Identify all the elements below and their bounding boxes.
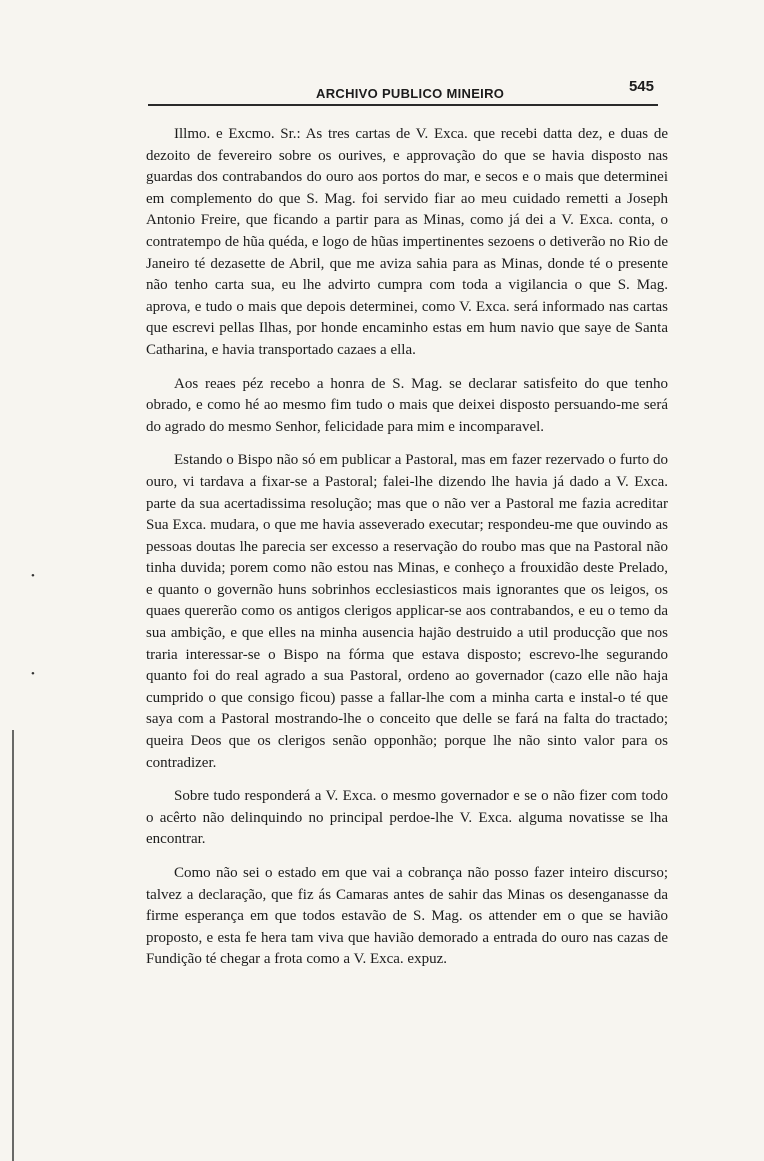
paragraph: Aos reaes péz recebo a honra de S. Mag. se declarar satisfeito do que tenho obrado, e como hé ao mesmo fim tudo o mais que deixei disposto persuando-me será do agrado do mesmo Senhor, felicidade para mim e incomparavel. <box>146 375 668 435</box>
page-number: 545 <box>628 78 654 95</box>
paragraph: Como não sei o estado em que vai a cobrança não posso fazer inteiro discurso; talvez a declaração, que fiz ás Camaras antes de sahir das Minas os desenganasse da firme esperança em que todos estavão de S. Mag. os attender em o que se havião proposto, e esta fe hera tam viva que havião demorado a entrada do ouro nas cazas de Fundição té chegar a frota como a V. Exca. expuz. <box>146 865 668 968</box>
header-rule <box>148 104 658 106</box>
page-header <box>148 78 658 108</box>
paragraph: Illmo. e Excmo. Sr.: As tres cartas de V. Exca. que recebi datta dez, e duas de dezoito de fevereiro sobre os ourives, e approvação do que se havia disposto nas guardas dos contrabandos do ouro aos portos do mar, e secos e o mais que determinei em complemento do que S. Mag. foi servido fiar ao meu cuidado remetti a Joseph Antonio Freire, que ficando a partir para as Minas, como já dei a V. Exca. conta, o contratempo de hũa quéda, e logo de hũas impertinentes sezoens o detiverão no Rio de Janeiro té dezasette de Abril, que me aviza sahia para as Minas, donde té o presente não tenho carta sua, eu lhe advirto cumpra com toda a vigilancia o que S. Mag. aprova, e tudo o mais que depois determinei, como V. Exca. será informado nas cartas que escrevi pellas Ilhas, por honde encaminho estas em hum navio que saye de Santa Catharina, e havia transportado cazaes a ella. <box>146 126 668 358</box>
paragraph: Estando o Bispo não só em publicar a Pastoral, mas em fazer rezervado o furto do ouro, vi tardava a fixar-se a Pastoral; falei-lhe dizendo lhe havia já dado a V. Exca. parte da sua acertadissima resolução; mas que o não ver a Pastoral me fazia acreditar Sua Exca. mudara, o que me havia asseverado executar; respondeu-me que ouvindo as pessoas doutas lhe parecia ser excesso a reservação do roubo mas que na Pastoral não tinha duvida; porem como não estou nas Minas, e conheço a frouxidão deste Prelado, e quanto o governão huns sobrinhos ecclesiasticos mais ignorantes que os leigos, os quaes quererão como os antigos clerigos applicar-se aos contrabandos, e eu o temo da sua ambição, e que elles na minha ausencia hajão destruido a util producção que nos traria interessar-se o Bispo na fórma que estava disposto; escrevo-lhe segurando quanto foi do real agrado a sua Pastoral, ordeno ao governador (cazo elle não haja cumprido o que consigo ficou) passe a fallar-lhe com a minha carta e instal-o té que saya com a Pastoral mostrando-lhe o conceito que delle se fará na falta do tractado; queira Deos que os clerigos senão opponhão; porque lhe não sinto valor para os contradizer. <box>146 452 668 771</box>
paragraph: Sobre tudo responderá a V. Exca. o mesmo governador e se o não fizer com todo o acêrto não delinquindo no principal perdoe-lhe V. Exca. alguma novatisse se lha encontrar. <box>146 788 668 848</box>
scan-edge-line <box>12 730 14 1161</box>
running-head: ARCHIVO PUBLICO MINEIRO <box>316 86 505 101</box>
margin-dot-mark: • <box>31 570 35 582</box>
letter-body <box>146 124 668 983</box>
margin-dot-mark: • <box>31 668 35 680</box>
